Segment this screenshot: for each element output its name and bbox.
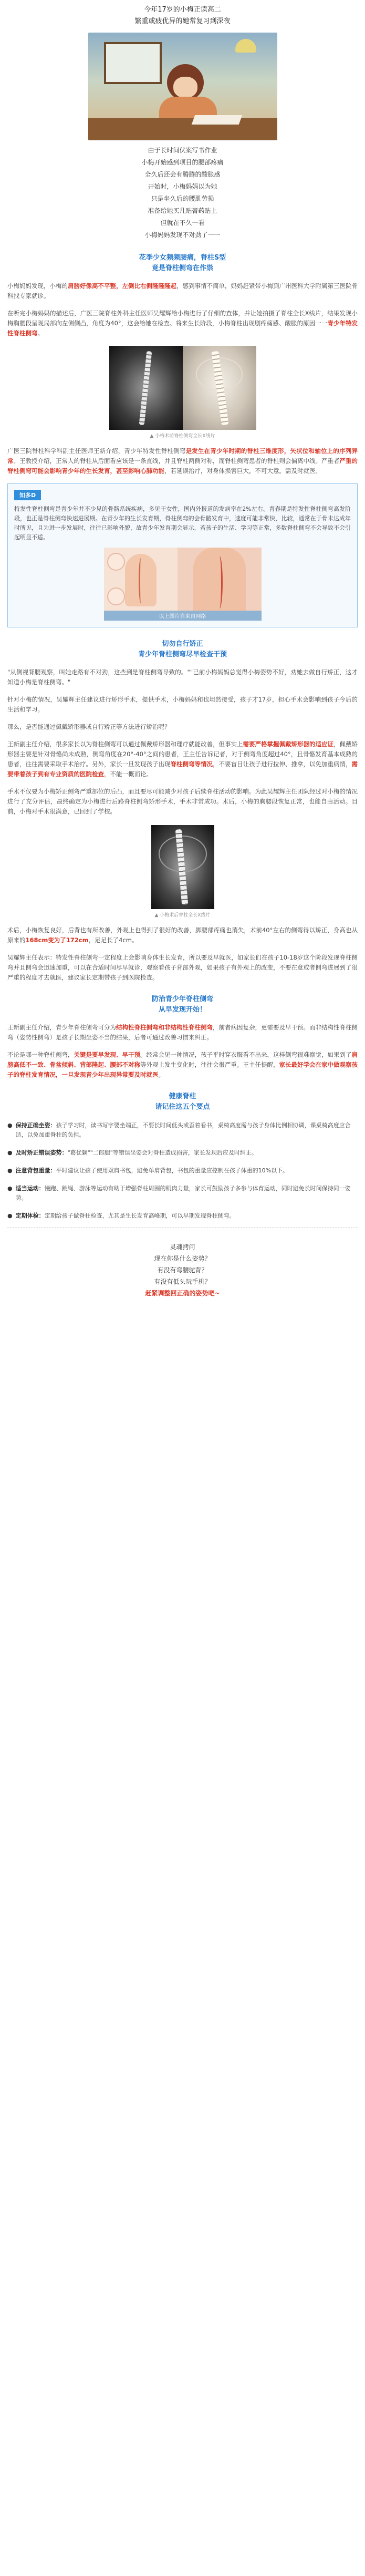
knowledge-box — [7, 483, 358, 627]
text: ，不能一概而论。 — [104, 770, 152, 778]
paragraph: 那么，是否能通过佩戴矫形器或自行矫正等方法进行矫治呢？ — [7, 723, 171, 730]
highlight-text: 168cm变为了172cm — [25, 936, 89, 944]
paragraph — [0, 281, 365, 301]
text: 。经常会见一种情况，孩子平时穿衣服看不出来，这样侧弯很难察觉，如果到了 — [140, 1051, 352, 1058]
highlight-text: 需要带着孩子到有专业资质的医院检查 — [7, 760, 358, 778]
detail-circle — [107, 588, 125, 605]
section-title-line: 青少年脊柱侧弯尽早检查干预 — [138, 651, 227, 658]
lamp-graphic — [235, 39, 256, 53]
tip-body: 定期给孩子做脊柱检查，尤其是生长发育高峰期，可以早期发现脊柱侧弯。 — [44, 1212, 235, 1219]
intro-line: 繁重或疲优异的她常复习到深夜 — [134, 17, 231, 25]
highlight-text: 肩膀高低不一致、骨盆倾斜、背部隆起、腰部不对称 — [7, 1051, 358, 1068]
tip-heading: 及时矫正错误姿势： — [15, 1149, 68, 1156]
spine-curve-graphic — [216, 556, 223, 609]
text: 王新副主任介绍，很多家长以为脊柱侧弯可以通过佩戴矫形器和理疗就能改善，但事实上 — [7, 740, 243, 748]
text: 。王教授介绍，正常人的脊柱从后面看应该是一条直线，并且脊柱两侧对称，而脊柱侧弯患者的脊柱则会偏离中线。严重者 — [13, 457, 340, 465]
desk-graphic — [88, 118, 277, 140]
bullet-icon: ● — [7, 1185, 13, 1192]
highlight-text: 青少年特发性脊柱侧弯 — [7, 320, 358, 337]
hero-illustration — [88, 33, 277, 140]
section-title-2 — [0, 639, 365, 660]
section-title-line: 请记住这五个要点 — [155, 1103, 210, 1111]
section-title-4 — [0, 1091, 365, 1112]
highlight-text: 结构性脊柱侧弯和非结构性脊柱侧弯 — [116, 1024, 213, 1031]
section-title-line: 竟是脊柱侧弯在作祟 — [151, 264, 213, 272]
paragraph: "从侧视背腰观察，叫她走路有不对劲，这些到是脊柱侧弯导致的。""已前小梅妈妈总觉得小梅姿势不好，劝她去做自行矫正，这才知道小梅是脊柱侧弯。" — [7, 668, 358, 686]
intro-line: 今年17岁的小梅正读高二 — [144, 6, 221, 14]
tip-item — [7, 1166, 358, 1176]
tip-heading: 适当运动： — [15, 1185, 45, 1192]
detail-circle — [107, 553, 125, 571]
intro — [0, 0, 365, 27]
text: 小梅妈妈发现，小梅的 — [7, 282, 68, 290]
paragraph: 针对小梅的情况，吴耀辉主任建议进行矫形手术，提供手术，小梅妈妈和也坦然接受，孩子才17岁，担心手术会影响到孩子今后的生活和学习。 — [7, 696, 358, 713]
tip-body: 平时建议让孩子使用双肩书包，避免单肩背包，书包的重量应控制在孩子体重的10%以下。 — [56, 1167, 289, 1174]
xray-image — [109, 346, 183, 430]
poem-line: 全久后还会有腾腾的酸胀感 — [144, 171, 221, 178]
section-title-line: 花季少女频频腰痛，脊柱S型 — [139, 254, 226, 262]
text: 广医三院脊柱科学科副主任医师王新介绍，青少年特发性脊柱侧弯 — [7, 447, 186, 455]
outro-line: 现在你是什么姿势？ — [154, 1255, 211, 1262]
spine-graphic — [139, 351, 152, 425]
paragraph — [0, 1023, 365, 1043]
tips-list — [0, 1121, 365, 1221]
tip-body: 孩子学习时，读书写字要坐端正，不要长时间低头或歪着看书，桌椅高度需与孩子身体比例相协调，课桌椅高度应合适，以免加重脊柱的负担。 — [15, 1122, 351, 1138]
text: 在听完小梅妈妈的描述后，广医三院脊柱外科主任医师吴耀辉给小梅进行了仔细的查体，并让她拍摄了脊柱全长X线片，结果发现小梅胸腰段呈现局部向左侧侧凸，角度为40°，这会给她在检查、将来生长阶段，小梅脊柱出现剧疼痛感、酸胀的原因一一 — [7, 310, 358, 327]
outro-line: 有没有低头玩手机？ — [154, 1278, 211, 1285]
highlight-text: 关键是要早发现、早干预 — [74, 1051, 140, 1058]
text: 不论是哪一种脊柱侧弯， — [7, 1051, 74, 1058]
bullet-icon: ● — [7, 1212, 13, 1219]
illustration-panel-left — [104, 548, 178, 611]
section-title-line: 切勿自行矫正 — [162, 640, 203, 648]
highlight-text: 是发生在青少年时期的脊柱三维度形，矢状位和轴位上的序列异常 — [7, 447, 358, 465]
poem-line: 开始时，小梅妈妈以为她 — [148, 183, 217, 190]
text: 王新副主任介绍，青少年脊柱侧弯可分为 — [7, 1024, 116, 1031]
paragraph — [0, 739, 365, 779]
paragraph — [0, 446, 365, 476]
book-graphic — [191, 115, 242, 125]
poem-line: 只是坐久后的腰肌劳损 — [151, 195, 214, 202]
illustration-caption: 以上图片自来自网络 — [104, 611, 262, 621]
knowledge-body: 特发性脊柱侧弯是青少年并不少见的骨骼系统疾病，多见于女性，国内外报道的发病率在2%左右。青春期是特发性脊柱侧弯高发阶段，也正是脊柱侧弯快速进展期。在青少年的生长发育期，脊柱侧弯的会骨骼发育中，速度可能非常快，比较，通常在于骨未达成年时所见，且为进一步发展时，往往已影响外貌，故青少年发育期会显示，若孩子的生活、学习等正常，多数脊柱侧弯不会导致不会引起明显不适。 — [14, 506, 351, 541]
tip-item — [7, 1121, 358, 1140]
outro-line: 赶紧调整回正确的姿势吧~ — [145, 1290, 220, 1297]
paragraph — [0, 925, 365, 945]
tip-item — [7, 1184, 358, 1203]
tip-heading: 注意背包重量： — [15, 1167, 56, 1174]
text: ，足足长了4cm。 — [88, 936, 138, 944]
bullet-icon: ● — [7, 1167, 13, 1174]
section-title-line: 从早发现开始！ — [158, 1006, 206, 1014]
image-caption: ▲ 小梅术后脊柱全长X线片 — [154, 913, 211, 918]
tip-heading: 定期体检： — [15, 1212, 45, 1219]
image-caption: ▲ 小梅术前脊柱侧弯全长X线片 — [150, 434, 215, 439]
highlight-text: 严重的脊柱侧弯可能会影响青少年的生长发育，甚至影响心肺功能 — [7, 457, 358, 475]
paragraph — [0, 1050, 365, 1080]
knowledge-tag: 知多D — [14, 490, 41, 500]
spine-3d-image — [183, 346, 256, 430]
highlight-text: 肩膀好像高不平整，左侧比右侧隆隆隆起 — [68, 282, 176, 290]
divider — [7, 1227, 358, 1228]
outro-line: 灵魂拷问 — [170, 1243, 195, 1251]
poem-line: 但就在不久一看 — [160, 219, 205, 226]
poem — [0, 145, 365, 241]
paragraph — [0, 308, 365, 338]
text: 。 — [158, 1071, 164, 1078]
girl-face-graphic — [173, 77, 197, 98]
bullet-icon: ● — [7, 1149, 13, 1156]
text: ，若延误治疗，对身体损害巨大，不可大意。需及时就医。 — [164, 467, 321, 475]
paragraph: 吴耀辉主任表示：特发性脊柱侧弯一定程度上会影响身体生长发育，所以要及早就医，如家长们在孩子10-18岁这个阶段发现脊柱侧弯并且侧弯会迅速加重，可以在合适时间尽早就诊，观察看孩子背部外观，如果孩子有外观上的改变，不要在意或者侧弯进展到了很严重的程度才去就医，建议家长定期带孩子到医院检查。 — [7, 954, 358, 981]
tip-body: 慢跑、跳绳、游泳等运动有助于增强脊柱周围的肌肉力量，家长可鼓励孩子多参与体育运动，同时避免长时间保持同一姿势。 — [15, 1185, 351, 1201]
text: 等外观上发生变化时，往往会很严重。王主任提醒， — [140, 1061, 279, 1068]
section-title-3 — [0, 994, 365, 1015]
xray-image-postop — [151, 825, 214, 909]
poem-line: 小梅开始感到项目的腰部疼痛 — [141, 159, 224, 166]
illustration-panel-right — [178, 548, 262, 611]
text: ，佩戴矫形器主要是针对骨骼尚未成熟，侧弯角度在20°-40°之间的患者，王主任告诉记者，对于侧弯角度超过40°，且骨骼发育基本成熟的患者，往往需要采取手术治疗。另外，家长一旦发现孩子出现 — [7, 740, 358, 768]
section-title-1 — [0, 253, 365, 274]
poem-line: 小梅妈妈发现不对劲了一一 — [144, 231, 221, 239]
text: 。 — [37, 329, 44, 337]
section-title-line: 健康脊柱 — [169, 1093, 196, 1100]
poem-line: 由于长时间伏案写书作业 — [148, 147, 217, 154]
window-graphic — [104, 42, 162, 84]
spine-illustration — [14, 548, 351, 611]
paragraph: 手术不仅要为小梅矫正侧弯严重部位的后凸，而且要尽可能减少对孩子后续脊柱活动的影响。为此吴耀辉主任团队经过对小梅的情况进行了充分评估，最终确定为小梅进行后路脊柱侧弯矫形手术，手术非常成功。术后，小梅的胸腰段恢复正常，也能自由活动。目前，小梅对手术很满意，已回到了学校。 — [7, 788, 358, 815]
text: ，前者病因复杂，更需要及早干预。而非结构性脊柱侧弯（姿势性侧弯）是孩子长期坐姿不当的结果，后者可通过改善习惯来纠正。 — [7, 1024, 358, 1041]
highlight-text: 脊柱侧弯等情况 — [170, 760, 213, 768]
tip-item — [7, 1148, 358, 1158]
highlight-text: 需要严格掌握佩戴矫形器的适应证 — [243, 740, 333, 748]
tip-heading: 保持正确坐姿： — [15, 1122, 56, 1129]
highlight-text: 家长最好学会在家中做观察孩子的脊柱发育情况，一旦发现青少年出现异常要及时就医 — [7, 1061, 358, 1078]
poem-line: 准备给她买几贴膏药贴上 — [148, 207, 217, 214]
section-title-line: 防治青少年脊柱侧弯 — [151, 995, 213, 1003]
outro-line: 有没有弯腰驼背？ — [157, 1266, 208, 1274]
tip-body: "葛优躺""二郎腿"等错误坐姿会对脊柱造成损害，家长发现后应及时纠正。 — [67, 1149, 257, 1156]
text: ，感到事情不简单，妈妈赶紧带小梅到广州医科大学附属第三医院骨科找专家就诊。 — [7, 282, 358, 300]
tip-item — [7, 1211, 358, 1221]
xray-image-pair — [109, 346, 256, 430]
outro — [0, 1241, 365, 1299]
text: 术后，小梅恢复良好，后背也有所改善，外观上也得到了很好的改善，脚腰部疼痛也消失，术前40°左右的侧弯得以矫正，身高也从原来的 — [7, 926, 358, 944]
spine-curve-graphic — [139, 558, 143, 603]
text: ，不要盲目让孩子进行拉伸、推拿，以免加重病情， — [213, 760, 352, 768]
bullet-icon: ● — [7, 1122, 13, 1129]
